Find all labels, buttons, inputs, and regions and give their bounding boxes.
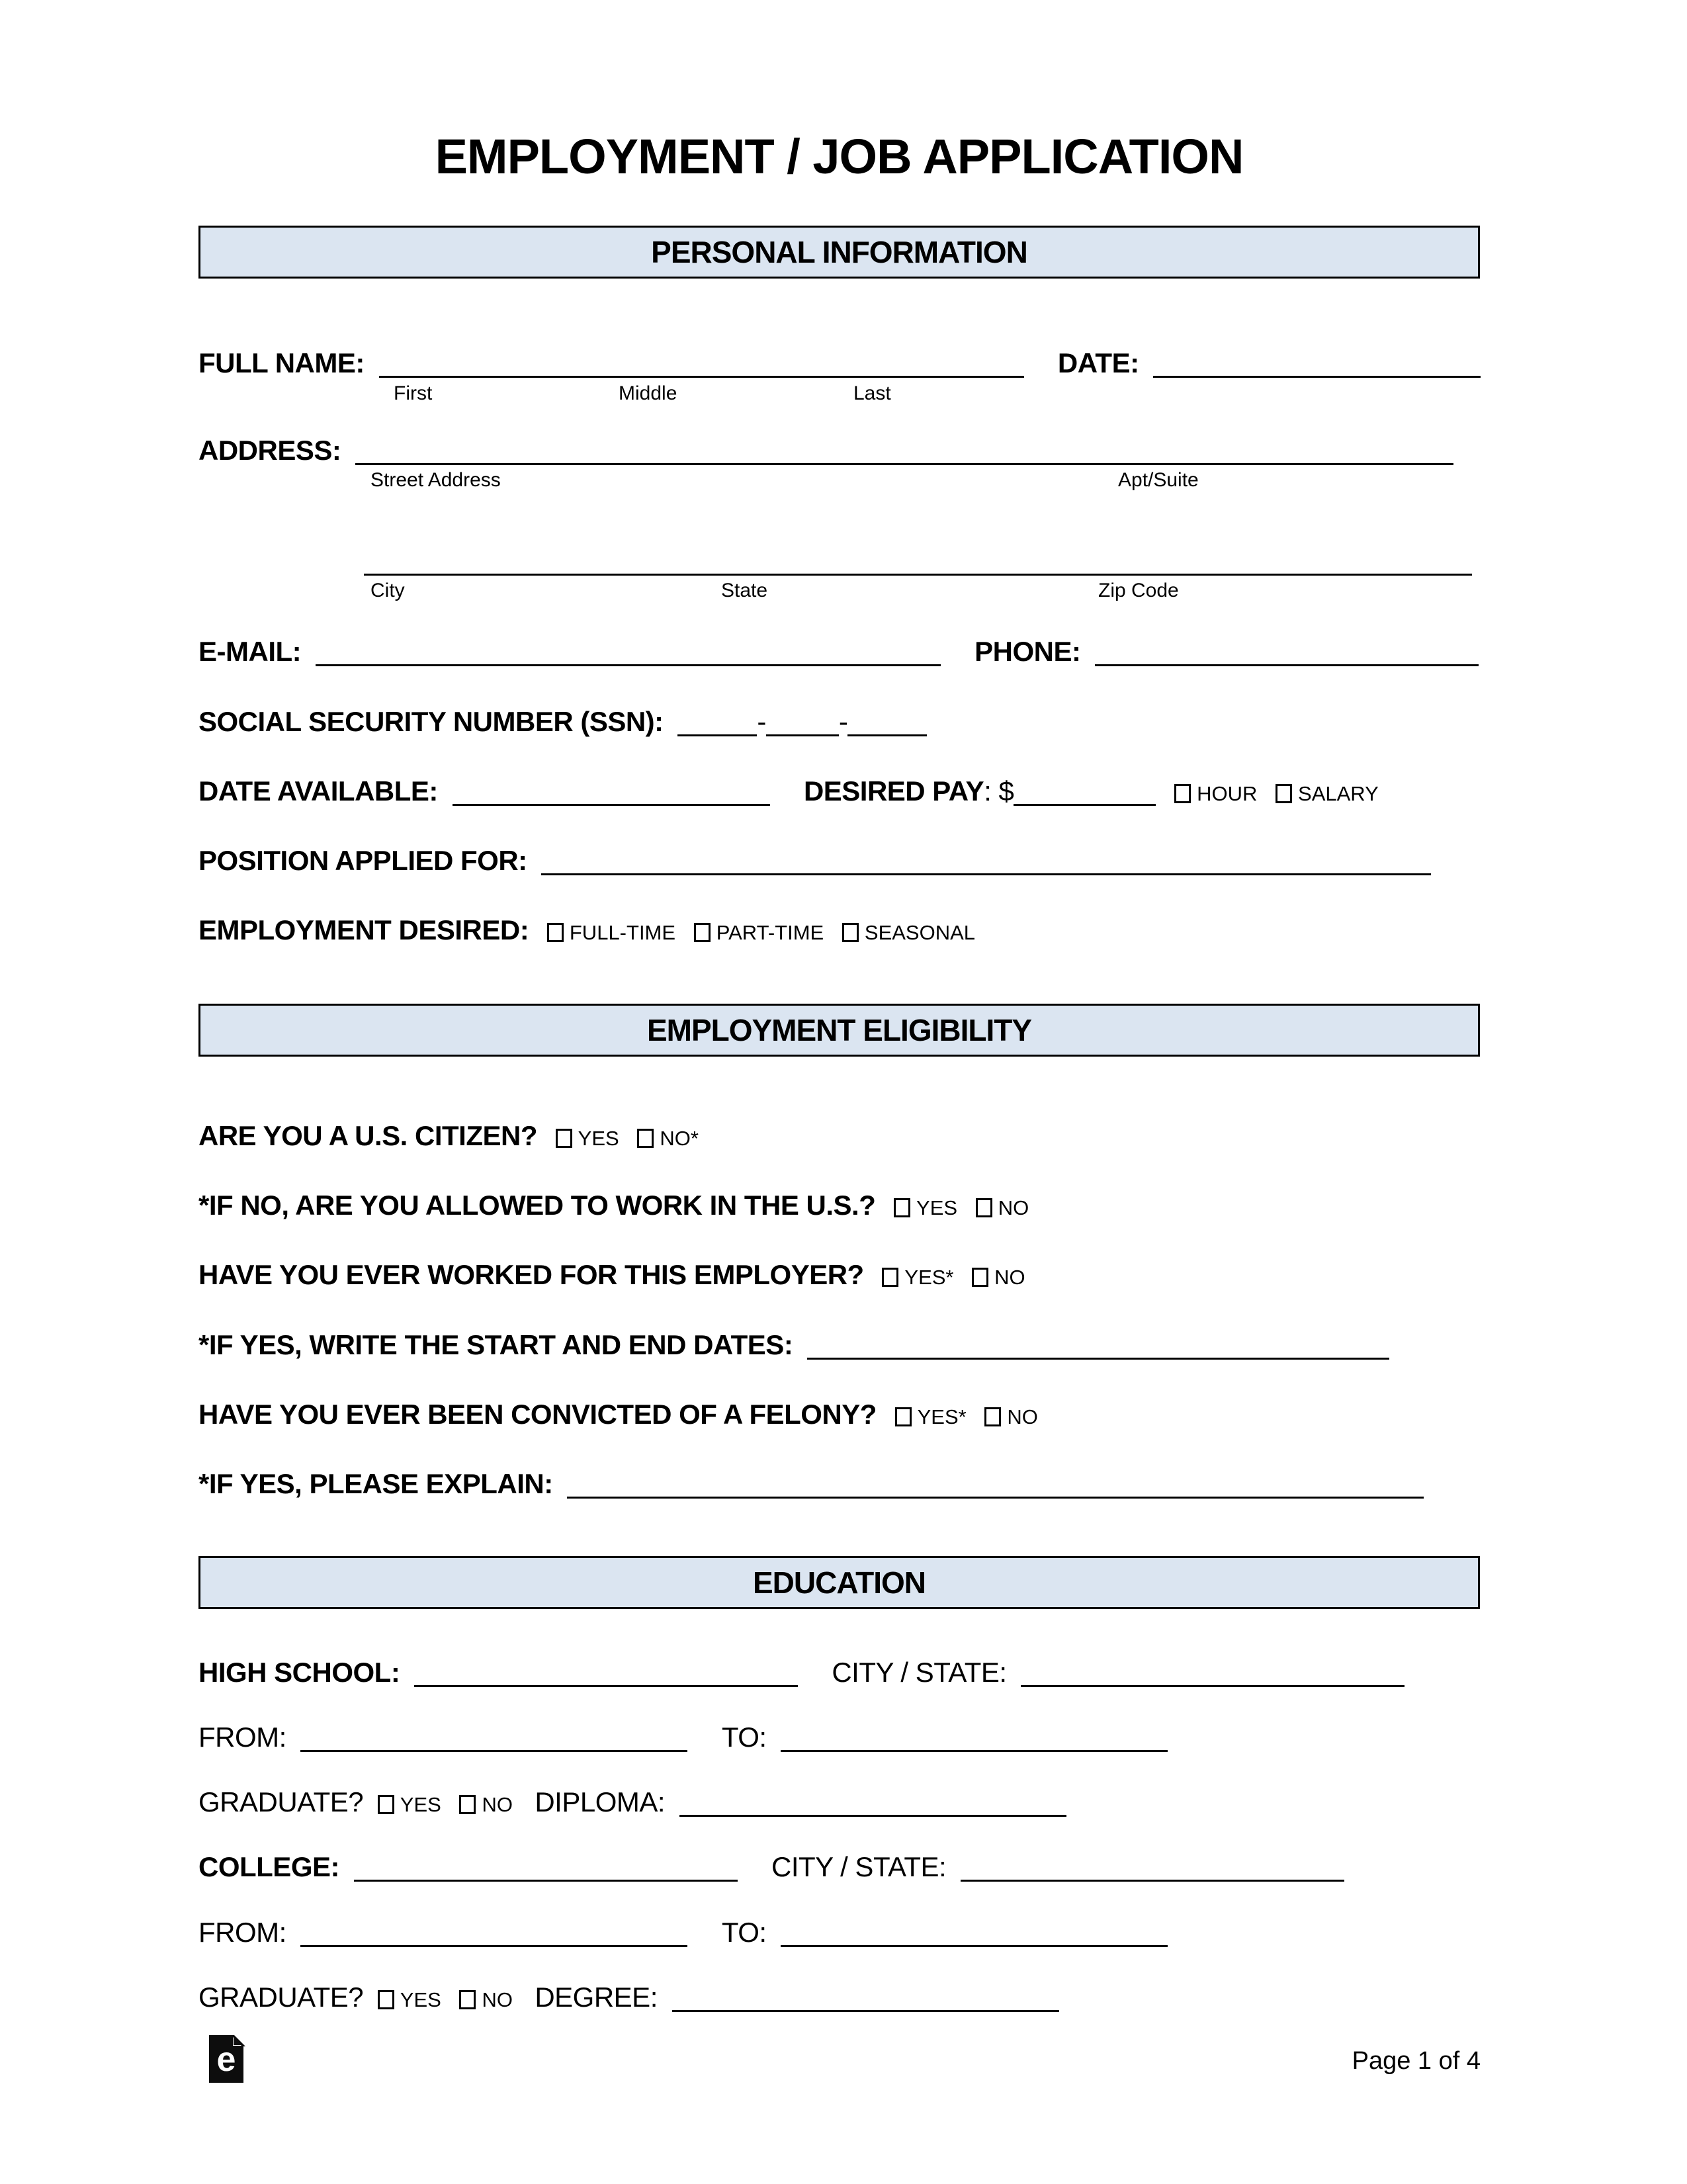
hs-city-state-label: CITY / STATE:: [832, 1656, 1007, 1688]
college-graduate-yes-label: YES: [400, 1988, 441, 2012]
ssn-separator-2: -: [838, 705, 848, 737]
worked-yes-checkbox[interactable]: [882, 1268, 898, 1287]
date-available-blank[interactable]: [453, 800, 770, 806]
page-number: Page 1 of 4: [1352, 2047, 1481, 2075]
worked-for-employer-question-row: [198, 1259, 1480, 1291]
college-graduate-yes-checkbox[interactable]: [378, 1990, 394, 2009]
zip-code-sublabel: Zip Code: [1098, 580, 1179, 602]
felony-explain-row: [198, 1468, 1480, 1500]
date-available-label: DATE AVAILABLE:: [198, 775, 438, 807]
ssn-separator-1: -: [757, 705, 766, 737]
address-sublabels: [198, 469, 1480, 491]
high-school-blank[interactable]: [414, 1681, 798, 1687]
page-content: [198, 0, 1480, 2013]
ssn-blank-2[interactable]: [766, 730, 839, 736]
diploma-label: DIPLOMA:: [535, 1786, 666, 1818]
salary-checkbox[interactable]: [1276, 784, 1292, 803]
section-header-label: PERSONAL INFORMATION: [651, 235, 1027, 270]
date-blank[interactable]: [1153, 372, 1481, 378]
start-end-dates-label: *IF YES, WRITE THE START AND END DATES:: [198, 1329, 793, 1360]
phone-label: PHONE:: [974, 636, 1081, 668]
worked-no-label: NO: [994, 1266, 1025, 1289]
date-label: DATE:: [1057, 347, 1139, 379]
college-city-state-blank[interactable]: [961, 1876, 1344, 1882]
allowed-yes-label: YES: [916, 1196, 958, 1220]
college-graduate-no-checkbox[interactable]: [459, 1990, 476, 2009]
employment-desired-row: [198, 914, 1480, 946]
street-address-sublabel: Street Address: [370, 468, 501, 491]
college-to-blank[interactable]: [781, 1941, 1168, 1947]
phone-blank[interactable]: [1095, 660, 1479, 666]
city-sublabel: City: [370, 580, 405, 602]
last-sublabel: Last: [853, 382, 891, 404]
worked-for-employer-question-label: HAVE YOU EVER WORKED FOR THIS EMPLOYER?: [198, 1259, 864, 1291]
high-school-label: HIGH SCHOOL:: [198, 1656, 400, 1688]
position-blank[interactable]: [541, 869, 1431, 875]
hs-from-label: FROM:: [198, 1721, 286, 1753]
middle-sublabel: Middle: [619, 382, 677, 404]
email-blank[interactable]: [316, 660, 941, 666]
felony-no-label: NO: [1007, 1405, 1038, 1428]
eforms-logo: [209, 2035, 247, 2083]
college-city-state-label: CITY / STATE:: [771, 1851, 947, 1883]
position-applied-for-label: POSITION APPLIED FOR:: [198, 845, 527, 877]
allowed-to-work-question-row: [198, 1190, 1480, 1221]
seasonal-checkbox[interactable]: [842, 923, 859, 942]
address-label: ADDRESS:: [198, 434, 341, 466]
college-to-label: TO:: [721, 1916, 767, 1948]
us-citizen-question-label: ARE YOU A U.S. CITIZEN?: [198, 1119, 537, 1151]
college-row: [198, 1851, 1480, 1883]
section-header-label: EMPLOYMENT ELIGIBILITY: [646, 1012, 1032, 1047]
full-name-row: [198, 347, 1480, 379]
apt-suite-sublabel: Apt/Suite: [1118, 468, 1199, 491]
full-name-label: FULL NAME:: [198, 347, 365, 379]
allowed-no-checkbox[interactable]: [976, 1198, 992, 1217]
address2-blank[interactable]: [364, 570, 1472, 576]
college-label: COLLEGE:: [198, 1851, 339, 1883]
hs-graduate-row: [198, 1786, 1480, 1818]
hour-label: HOUR: [1197, 781, 1258, 805]
ssn-blank-1[interactable]: [677, 730, 757, 736]
ssn-row: [198, 706, 1480, 738]
college-from-to-row: [198, 1917, 1480, 1948]
logo-letter: e: [216, 2040, 236, 2079]
citizen-yes-checkbox[interactable]: [556, 1129, 572, 1148]
college-from-blank[interactable]: [300, 1941, 687, 1947]
felony-yes-checkbox[interactable]: [895, 1407, 912, 1426]
desired-pay-label: DESIRED PAY: [803, 775, 984, 807]
email-phone-row: [198, 636, 1480, 668]
hs-graduate-no-label: NO: [482, 1793, 513, 1817]
full-time-label: FULL-TIME: [569, 921, 676, 945]
desired-pay-separator: : $: [984, 775, 1014, 807]
felony-yes-label: YES*: [917, 1405, 967, 1428]
email-label: E-MAIL:: [198, 636, 302, 668]
name-sublabels: [198, 382, 1480, 404]
desired-pay-blank[interactable]: [1014, 800, 1156, 806]
date-available-pay-row: [198, 775, 1480, 807]
hs-to-label: TO:: [721, 1721, 767, 1753]
hs-graduate-no-checkbox[interactable]: [459, 1795, 476, 1814]
section-header-education: [198, 1556, 1480, 1609]
start-end-dates-blank[interactable]: [807, 1354, 1389, 1360]
section-header-personal-information: [198, 226, 1480, 279]
us-citizen-question-row: [198, 1120, 1480, 1152]
first-sublabel: First: [394, 382, 433, 404]
employment-desired-label: EMPLOYMENT DESIRED:: [198, 914, 529, 946]
seasonal-label: SEASONAL: [864, 921, 976, 945]
address-row: [198, 435, 1480, 466]
address2-sublabels: [198, 580, 1480, 601]
allowed-no-label: NO: [998, 1196, 1029, 1220]
college-blank[interactable]: [354, 1876, 738, 1882]
start-end-dates-row: [198, 1329, 1480, 1361]
citizen-no-checkbox[interactable]: [637, 1129, 654, 1148]
diploma-blank[interactable]: [679, 1811, 1066, 1817]
worked-yes-label: YES*: [904, 1266, 954, 1289]
section-header-employment-eligibility: [198, 1004, 1480, 1057]
high-school-row: [198, 1657, 1480, 1688]
hs-graduate-yes-checkbox[interactable]: [378, 1795, 394, 1814]
section-header-label: EDUCATION: [752, 1565, 926, 1600]
citizen-yes-label: YES: [578, 1126, 619, 1150]
salary-label: SALARY: [1298, 781, 1379, 805]
full-name-blank[interactable]: [379, 372, 1024, 378]
college-graduate-label: GRADUATE?: [198, 1982, 364, 2013]
full-time-checkbox[interactable]: [547, 923, 564, 942]
hs-graduate-yes-label: YES: [400, 1793, 441, 1817]
allowed-yes-checkbox[interactable]: [894, 1198, 910, 1217]
felony-question-row: [198, 1399, 1480, 1430]
position-row: [198, 845, 1480, 877]
hs-from-blank[interactable]: [300, 1746, 687, 1752]
ssn-label: SOCIAL SECURITY NUMBER (SSN):: [198, 705, 664, 737]
part-time-checkbox[interactable]: [694, 923, 711, 942]
hour-checkbox[interactable]: [1174, 784, 1191, 803]
hs-city-state-blank[interactable]: [1021, 1681, 1405, 1687]
college-from-label: FROM:: [198, 1916, 286, 1948]
allowed-to-work-question-label: *IF NO, ARE YOU ALLOWED TO WORK IN THE U.S.?: [198, 1190, 876, 1221]
form-title: EMPLOYMENT / JOB APPLICATION: [435, 129, 1244, 184]
worked-no-checkbox[interactable]: [972, 1268, 988, 1287]
felony-explain-blank[interactable]: [567, 1493, 1424, 1499]
degree-label: DEGREE:: [535, 1982, 658, 2013]
hs-to-blank[interactable]: [781, 1746, 1168, 1752]
college-graduate-row: [198, 1982, 1480, 2013]
college-graduate-no-label: NO: [482, 1988, 513, 2012]
degree-blank[interactable]: [672, 2006, 1059, 2012]
state-sublabel: State: [721, 580, 768, 602]
part-time-label: PART-TIME: [716, 921, 824, 945]
hs-from-to-row: [198, 1722, 1480, 1753]
address-line2-row: [198, 545, 1480, 577]
hs-graduate-label: GRADUATE?: [198, 1786, 364, 1818]
felony-no-checkbox[interactable]: [984, 1407, 1001, 1426]
ssn-blank-3[interactable]: [847, 730, 927, 736]
citizen-no-label: NO*: [660, 1126, 699, 1150]
felony-explain-label: *IF YES, PLEASE EXPLAIN:: [198, 1468, 553, 1500]
document-page-icon: [209, 2035, 247, 2083]
address-blank[interactable]: [355, 459, 1453, 465]
felony-question-label: HAVE YOU EVER BEEN CONVICTED OF A FELONY?: [198, 1398, 877, 1430]
